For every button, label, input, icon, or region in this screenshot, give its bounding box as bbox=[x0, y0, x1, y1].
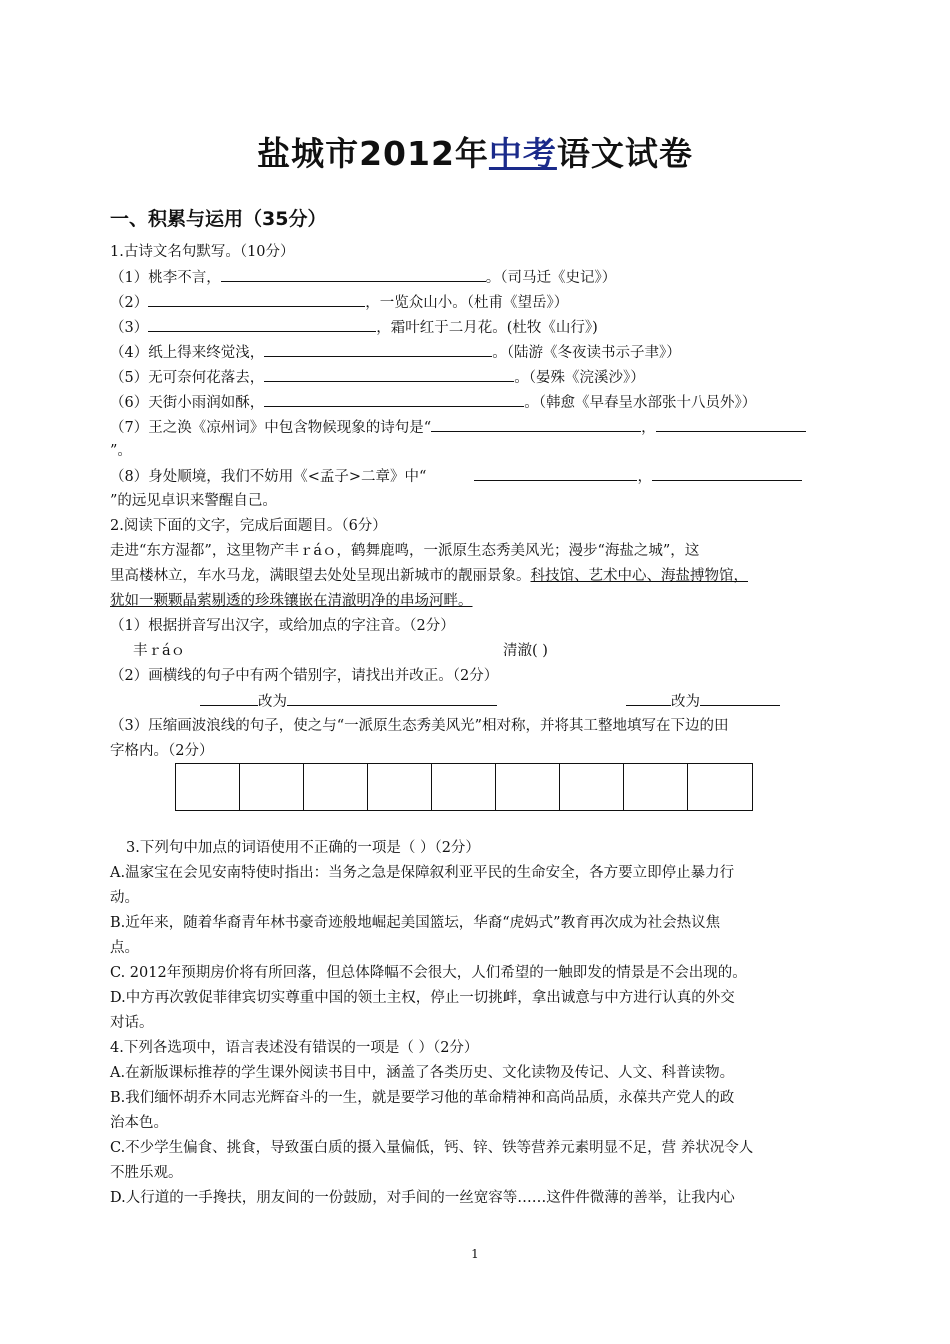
underlined-sentence: 犹如一颗颗晶萦剔透的珍珠镶嵌在清澈明净的串场河畔。 bbox=[110, 593, 473, 609]
page-title: 盐城市2012年中考语文试卷 bbox=[257, 134, 693, 173]
grid-cell[interactable] bbox=[368, 764, 432, 810]
answer-blank[interactable] bbox=[200, 691, 258, 706]
answer-blank[interactable] bbox=[148, 292, 365, 307]
q2-heading: 2.阅读下面的文字，完成后面题目。（6分） bbox=[110, 518, 387, 534]
q1-line-4: （4）纸上得来终觉浅， 。（陆游《冬夜读书示子聿》） bbox=[110, 342, 681, 363]
q4-option-b: B.我们缅怀胡乔木同志光辉奋斗的一生，就是要学习他的革命精神和高尚品质，永葆共产党人的政 bbox=[110, 1090, 735, 1106]
q1-line-8-end: ”的远见卓识来警醒自己。 bbox=[110, 493, 277, 509]
q2-passage-2: 里高楼林立，车水马龙，满眼望去处处呈现出新城市的靓丽景象。科技馆、艺术中心、海盐搏物馆， bbox=[110, 568, 748, 584]
answer-blank[interactable] bbox=[652, 466, 802, 481]
answer-blank[interactable] bbox=[264, 342, 492, 357]
grid-cell[interactable] bbox=[304, 764, 368, 810]
q1-line-5: （5）无可奈何花落去， 。（晏殊《浣溪沙》） bbox=[110, 367, 645, 388]
q3-option-c: C. 2012年预期房价将有所回落，但总体降幅不会很大，人们希望的一触即发的情景是不会出现的。 bbox=[110, 965, 747, 981]
answer-blank[interactable] bbox=[700, 691, 780, 706]
answer-blank[interactable] bbox=[264, 367, 514, 382]
q2-sub-1-a: 丰ｒáｏ bbox=[133, 643, 186, 659]
grid-cell[interactable] bbox=[560, 764, 624, 810]
title-highlight: 中考 bbox=[488, 134, 557, 173]
q4-option-c: C.不少学生偏食、挑食，导致蛋白质的摄入量偏低，钙、锌、铁等营养元素明显不足，营 养状况令人 bbox=[110, 1140, 754, 1156]
q2-passage-1: 走进“东方湿都”，这里物产丰ｒáｏ，鹤舞鹿鸣，一派原生态秀美风光；漫步“海盐之城”，这 bbox=[110, 543, 700, 559]
section-heading: 一、积累与运用（35分） bbox=[110, 208, 327, 230]
answer-blank[interactable] bbox=[656, 417, 806, 432]
q4-option-d: D.人行道的一手搀扶，朋友间的一份鼓励，对手间的一丝宽容等……这件件微薄的善举，让我内心 bbox=[110, 1190, 735, 1206]
q4-option-a: A.在新版课标推荐的学生课外阅读书目中，涵盖了各类历史、文化读物及传记、人文、科普读物。 bbox=[110, 1065, 735, 1081]
q2-sub-1-b: 清澈( ) bbox=[503, 643, 548, 659]
answer-blank[interactable] bbox=[626, 691, 671, 706]
q3-option-a-cont: 动。 bbox=[110, 890, 139, 906]
page-number: 1 bbox=[471, 1247, 479, 1261]
q2-sub-2-b: 改为 bbox=[626, 691, 780, 712]
q4-option-b-cont: 治本色。 bbox=[110, 1115, 168, 1131]
q1-line-7: （7）王之涣《凉州词》中包含物候现象的诗句是“ ， bbox=[110, 417, 806, 438]
answer-blank[interactable] bbox=[287, 691, 497, 706]
answer-blank[interactable] bbox=[431, 417, 641, 432]
q1-line-1: （1）桃李不言， 。（司马迁《史记》） bbox=[110, 267, 616, 288]
q2-sub-1: （1）根据拼音写出汉字，或给加点的字注音。（2分） bbox=[110, 618, 455, 634]
q3-heading: 3.下列句中加点的词语使用不正确的一项是（ ）（2分） bbox=[126, 840, 480, 856]
q1-heading: 1.古诗文名句默写。（10分） bbox=[110, 244, 295, 260]
character-grid bbox=[175, 763, 753, 811]
q4-option-c-cont: 不胜乐观。 bbox=[110, 1165, 183, 1181]
q4-heading: 4.下列各选项中，语言表述没有错误的一项是（ ）（2分） bbox=[110, 1040, 479, 1056]
q2-sub-2: （2）画横线的句子中有两个错别字，请找出并改正。（2分） bbox=[110, 668, 499, 684]
q3-option-a: A.温家宝在会见安南特使时指出：当务之急是保障叙利亚平民的生命安全，各方要立即停止暴力行 bbox=[110, 865, 735, 881]
answer-blank[interactable] bbox=[148, 317, 376, 332]
q1-line-6: （6）天街小雨润如酥， 。（韩愈《早春呈水部张十八员外》） bbox=[110, 392, 756, 413]
q2-sub-3: （3）压缩画波浪线的句子，使之与“一派原生态秀美风光”相对称，并将其工整地填写在下边的田 bbox=[110, 718, 729, 734]
grid-cell[interactable] bbox=[624, 764, 688, 810]
q1-line-7-end: ”。 bbox=[110, 443, 132, 459]
answer-blank[interactable] bbox=[221, 267, 486, 282]
grid-cell[interactable] bbox=[240, 764, 304, 810]
answer-blank[interactable] bbox=[474, 466, 637, 481]
q2-sub-3-end: 字格内。（2分） bbox=[110, 743, 214, 759]
q1-line-8: （8）身处顺境，我们不妨用《<孟子>二章》中“ ， bbox=[110, 466, 802, 487]
grid-cell[interactable] bbox=[432, 764, 496, 810]
answer-blank[interactable] bbox=[264, 392, 524, 407]
q1-line-3: （3） ，霜叶红于二月花。(杜牧《山行》) bbox=[110, 317, 598, 338]
q3-option-d: D.中方再次敦促菲律宾切实尊重中国的领土主权，停止一切挑衅，拿出诚意与中方进行认真的外交 bbox=[110, 990, 735, 1006]
q2-passage-3 bbox=[110, 591, 473, 611]
q1-line-2: （2） ，一览众山小。（杜甫《望岳》） bbox=[110, 292, 568, 313]
underlined-sentence: 科技馆、艺术中心、海盐搏物馆， bbox=[530, 568, 748, 584]
grid-cell[interactable] bbox=[688, 764, 752, 810]
q3-option-b-cont: 点。 bbox=[110, 940, 139, 956]
q3-option-d-cont: 对话。 bbox=[110, 1015, 154, 1031]
q2-sub-2-a: 改为 bbox=[200, 691, 497, 712]
grid-cell[interactable] bbox=[176, 764, 240, 810]
grid-cell[interactable] bbox=[496, 764, 560, 810]
q3-option-b: B.近年来，随着华裔青年林书豪奇迹般地崛起美国篮坛，华裔“虎妈式”教育再次成为社会热议焦 bbox=[110, 915, 721, 931]
